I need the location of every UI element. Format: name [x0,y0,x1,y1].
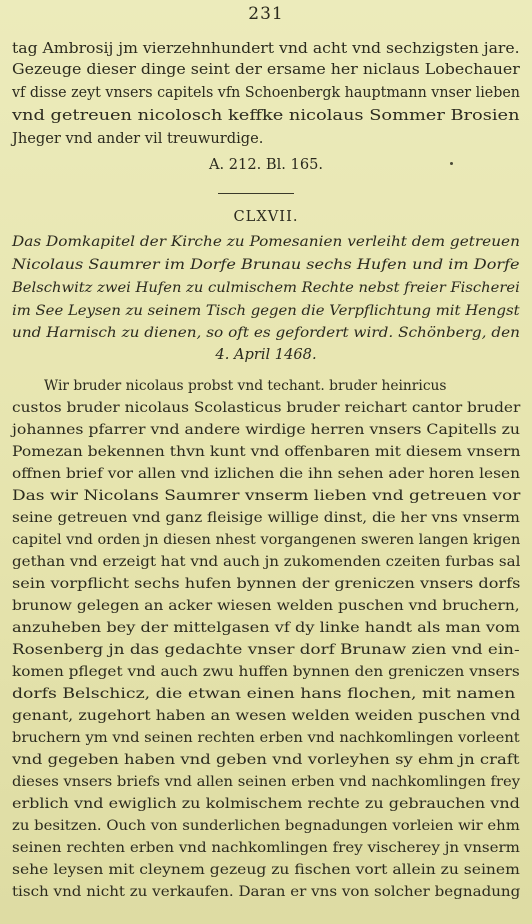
charter-line: zu besitzen. Ouch von sunderlichen begnadungen vorleien wir ehm [12,818,520,834]
ink-speck [450,162,453,165]
charter-line: tisch vnd nicht zu verkaufen. Daran er vns von solcher begnadung [12,884,521,900]
text-line: Jheger vnd ander vil treuwurdige. [12,130,264,147]
summary-line: Nicolaus Saumrer im Dorfe Brunau sechs Hufen und im Dorfe [12,257,520,273]
page-number: 231 [248,4,284,24]
text-line: tag Ambrosij jm vierzehnhundert vnd acht vnd sechzigsten jare. [12,40,520,57]
charter-line: Wir bruder nicolaus probst vnd techant. bruder heinricus [44,378,447,394]
text-line: vnd getreuen nicolosch keffke nicolaus Sommer Brosien [12,107,520,124]
charter-line: capitel vnd orden jn diesen nhest vorgangenen sweren langen krigen [12,532,521,548]
charter-line: sehe leysen mit cleynem gezeug zu fischen vort allein zu seinem [12,862,520,878]
charter-line: custos bruder nicolaus Scolasticus bruder reichart cantor bruder [12,400,521,416]
text-line: vf disse zeyt vnsers capitels vfn Schoenbergk hauptmann vnser lieben [12,84,520,101]
text-line: Gezeuge dieser dinge seint der ersame her niclaus Lobechauer [12,61,520,78]
charter-line: Rosenberg jn das gedachte vnser dorf Brunaw zien vnd ein- [12,642,520,658]
charter-line: sein vorpflicht sechs hufen bynnen der greniczen vnsers dorfs [12,576,521,592]
charter-line: gethan vnd erzeigt hat vnd auch jn zukomenden czeiten furbas sal [12,554,521,570]
charter-line: anzuheben bey der mittelgasen vf dy linke handt als man vom [12,620,521,636]
charter-line: seinen rechten erben vnd nachkomlingen frey vischerey jn vnserm [12,840,520,856]
charter-line: vnd gegeben haben vnd geben vnd vorleyhen sy ehm jn craft [12,752,520,768]
source-reference: A. 212. Bl. 165. [208,156,324,173]
charter-line: genant, zugehort haben an wesen welden weiden puschen vnd [12,708,521,724]
summary-line: im See Leysen zu seinem Tisch gegen die Verpflichtung mit Hengst [12,303,520,319]
charter-line: johannes pfarrer vnd andere wirdige herren vnsers Capitells zu [12,422,521,438]
charter-line: dieses vnsers briefs vnd allen seinen erben vnd nachkomlingen frey [12,774,521,790]
summary-line: Belschwitz zwei Hufen zu culmischem Rechte nebst freier Fischerei [12,280,520,296]
document-number-heading: CLXVII. [233,208,299,225]
charter-line: brunow gelegen an acker wiesen welden puschen vnd bruchern, [12,598,520,614]
charter-line: offnen brief vor allen vnd izlichen die ihn sehen ader horen lesen [12,466,521,482]
section-divider [218,193,294,194]
summary-date-line: 4. April 1468. [215,346,317,363]
charter-line: komen pfleget vnd auch zwu huffen bynnen den greniczen vnsers [12,664,520,680]
charter-line: Pomezan bekennen thvn kunt vnd offenbaren mit diesem vnsern [12,444,521,460]
charter-line: bruchern ym vnd seinen rechten erben vnd nachkomlingen vorleent [12,730,520,746]
charter-line: Das wir Nicolans Saumrer vnserm lieben vnd getreuen vor [12,488,521,504]
charter-line: dorfs Belschicz, die etwan einen hans flochen, mit namen [12,686,516,702]
summary-line: und Harnisch zu dienen, so oft es gefordert wird. Schönberg, den [12,325,520,341]
summary-line: Das Domkapitel der Kirche zu Pomesanien verleiht dem getreuen [12,234,520,250]
charter-line: erblich vnd ewiglich zu kolmischem rechte zu gebrauchen vnd [12,796,520,812]
charter-line: seine getreuen vnd ganz fleisige willige dinst, die her vns vnserm [12,510,520,526]
